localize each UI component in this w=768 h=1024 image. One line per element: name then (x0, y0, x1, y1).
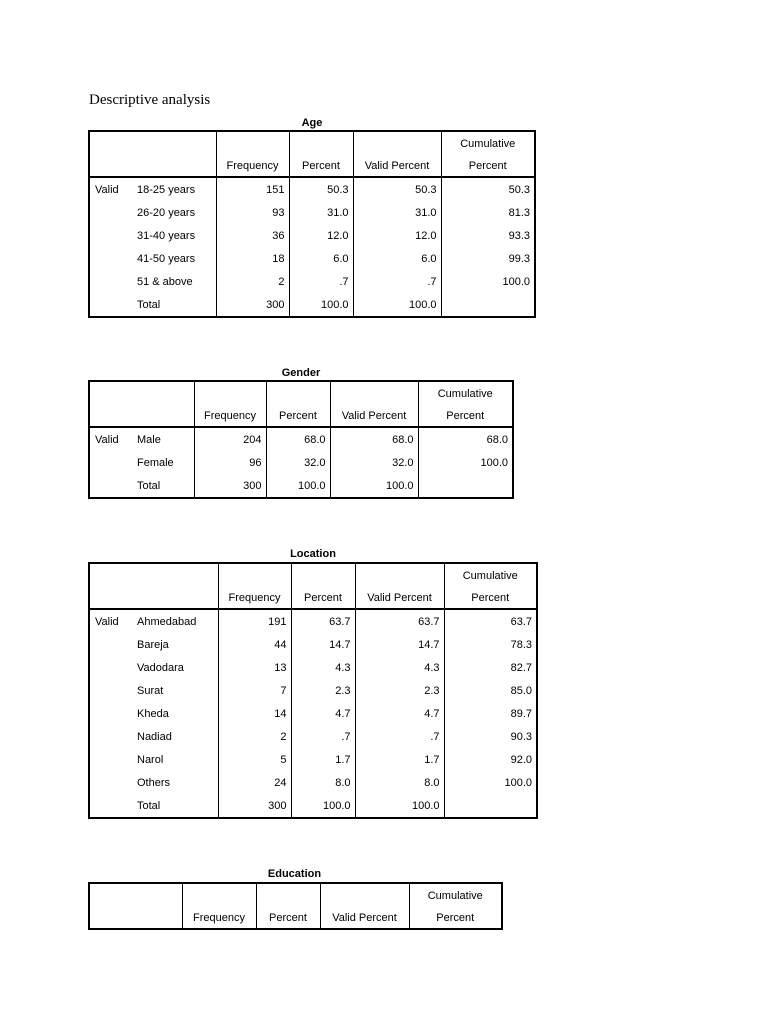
table-row (89, 725, 537, 748)
header-valid-percent: Valid Percent (320, 907, 409, 929)
cumulative-percent-cell (418, 474, 513, 498)
row-group-label (89, 293, 133, 317)
frequency-cell: 300 (216, 293, 289, 317)
frequency-cell: 204 (194, 427, 266, 451)
header-empty-cell (330, 381, 418, 405)
row-group-label (89, 748, 133, 771)
valid-percent-cell: 50.3 (353, 177, 441, 201)
valid-percent-cell: 14.7 (355, 633, 444, 656)
row-label: 18-25 years (137, 183, 196, 196)
row-group-label (89, 725, 133, 748)
header-empty-cell (289, 131, 353, 155)
table-row (89, 794, 537, 818)
row-label: Total (137, 298, 161, 311)
row-label: Surat (137, 684, 164, 697)
row-group-label (89, 201, 133, 224)
cumulative-percent-cell: 68.0 (418, 427, 513, 451)
header-percent: Percent (256, 907, 320, 929)
location-table-title: Location (290, 548, 336, 560)
percent-cell: 1.7 (291, 748, 355, 771)
valid-percent-cell: 4.7 (355, 702, 444, 725)
percent-cell: 100.0 (291, 794, 355, 818)
percent-cell: 100.0 (266, 474, 330, 498)
header-cumulative-percent: Percent (444, 587, 537, 609)
row-label: 31-40 years (137, 229, 196, 242)
percent-cell: 2.3 (291, 679, 355, 702)
row-label: Vadodara (137, 661, 184, 674)
row-group-label (89, 633, 133, 656)
frequency-cell: 151 (216, 177, 289, 201)
header-percent: Percent (291, 587, 355, 609)
row-group-label (89, 679, 133, 702)
header-cumulative: Cumulative (444, 563, 537, 587)
table-row (89, 427, 513, 451)
frequency-cell: 2 (218, 725, 291, 748)
valid-percent-cell: 100.0 (330, 474, 418, 498)
table-row (89, 451, 513, 474)
header-cumulative: Cumulative (418, 381, 513, 405)
header-corner-cell (89, 405, 194, 427)
percent-cell: 14.7 (291, 633, 355, 656)
percent-cell: 68.0 (266, 427, 330, 451)
table-row (89, 224, 535, 247)
location-frequency-table (88, 562, 538, 819)
percent-cell: 63.7 (291, 609, 355, 633)
valid-percent-cell: 32.0 (330, 451, 418, 474)
header-empty-cell (320, 883, 409, 907)
row-group-label: Valid (95, 433, 119, 446)
header-empty-cell (291, 563, 355, 587)
row-label: Total (137, 799, 161, 812)
percent-cell: 8.0 (291, 771, 355, 794)
header-cumulative: Cumulative (441, 131, 535, 155)
table-row (89, 293, 535, 317)
header-corner-cell (89, 131, 216, 155)
percent-cell: 31.0 (289, 201, 353, 224)
header-empty-cell (182, 883, 256, 907)
header-empty-cell (266, 381, 330, 405)
table-row (89, 633, 537, 656)
header-corner-cell (89, 155, 216, 177)
header-empty-cell (218, 563, 291, 587)
table-row (89, 474, 513, 498)
frequency-cell: 36 (216, 224, 289, 247)
cumulative-percent-cell: 90.3 (444, 725, 537, 748)
valid-percent-cell: 4.3 (355, 656, 444, 679)
percent-cell: 6.0 (289, 247, 353, 270)
table-row (89, 270, 535, 293)
table-row (89, 748, 537, 771)
frequency-cell: 300 (194, 474, 266, 498)
valid-percent-cell: 1.7 (355, 748, 444, 771)
education-table-title: Education (267, 868, 322, 880)
cumulative-percent-cell: 100.0 (444, 771, 537, 794)
frequency-cell: 44 (218, 633, 291, 656)
cumulative-percent-cell: 81.3 (441, 201, 535, 224)
valid-percent-cell: 31.0 (353, 201, 441, 224)
row-group-label (89, 224, 133, 247)
frequency-cell: 24 (218, 771, 291, 794)
table-row (89, 679, 537, 702)
frequency-cell: 13 (218, 656, 291, 679)
header-empty-cell (353, 131, 441, 155)
header-corner-cell (89, 381, 194, 405)
row-label: Kheda (137, 707, 169, 720)
row-group-label (89, 474, 133, 498)
frequency-cell: 96 (194, 451, 266, 474)
row-label: 41-50 years (137, 252, 196, 265)
valid-percent-cell: 63.7 (355, 609, 444, 633)
header-valid-percent: Valid Percent (355, 587, 444, 609)
header-cumulative-percent: Percent (418, 405, 513, 427)
age-frequency-table (88, 130, 536, 318)
frequency-cell: 14 (218, 702, 291, 725)
cumulative-percent-cell: 78.3 (444, 633, 537, 656)
header-empty-cell (194, 381, 266, 405)
age-table-title: Age (301, 117, 323, 129)
header-valid-percent: Valid Percent (353, 155, 441, 177)
percent-cell: 50.3 (289, 177, 353, 201)
cumulative-percent-cell: 100.0 (441, 270, 535, 293)
row-label: 26-20 years (137, 206, 196, 219)
valid-percent-cell: .7 (353, 270, 441, 293)
row-group-label (89, 771, 133, 794)
row-label: Ahmedabad (137, 615, 197, 628)
header-frequency: Frequency (182, 907, 256, 929)
frequency-cell: 5 (218, 748, 291, 771)
row-label: Bareja (137, 638, 169, 651)
valid-percent-cell: 100.0 (355, 794, 444, 818)
frequency-cell: 2 (216, 270, 289, 293)
row-group-label (89, 656, 133, 679)
header-empty-cell (216, 131, 289, 155)
frequency-cell: 93 (216, 201, 289, 224)
header-percent: Percent (289, 155, 353, 177)
education-frequency-table (88, 882, 503, 930)
frequency-cell: 18 (216, 247, 289, 270)
header-corner-cell (89, 883, 182, 907)
header-valid-percent: Valid Percent (330, 405, 418, 427)
page-heading: Descriptive analysis (89, 92, 211, 108)
gender-frequency-table (88, 380, 514, 499)
frequency-cell: 7 (218, 679, 291, 702)
table-row (89, 609, 537, 633)
row-group-label: Valid (95, 183, 119, 196)
percent-cell: 4.3 (291, 656, 355, 679)
cumulative-percent-cell (444, 794, 537, 818)
header-corner-cell (89, 907, 182, 929)
valid-percent-cell: 2.3 (355, 679, 444, 702)
table-row (89, 771, 537, 794)
valid-percent-cell: 6.0 (353, 247, 441, 270)
valid-percent-cell: 68.0 (330, 427, 418, 451)
table-row (89, 247, 535, 270)
row-group-label (89, 270, 133, 293)
percent-cell: .7 (291, 725, 355, 748)
percent-cell: 32.0 (266, 451, 330, 474)
gender-table-title: Gender (281, 367, 321, 379)
percent-cell: .7 (289, 270, 353, 293)
row-label: Nadiad (137, 730, 172, 743)
header-percent: Percent (266, 405, 330, 427)
row-label: Narol (137, 753, 164, 766)
row-group-label (89, 247, 133, 270)
cumulative-percent-cell (441, 293, 535, 317)
row-group-label (89, 702, 133, 725)
cumulative-percent-cell: 92.0 (444, 748, 537, 771)
frequency-cell: 300 (218, 794, 291, 818)
row-group-label: Valid (95, 615, 119, 628)
row-group-label (89, 794, 133, 818)
valid-percent-cell: 8.0 (355, 771, 444, 794)
cumulative-percent-cell: 63.7 (444, 609, 537, 633)
valid-percent-cell: 100.0 (353, 293, 441, 317)
table-row (89, 177, 535, 201)
cumulative-percent-cell: 50.3 (441, 177, 535, 201)
header-cumulative: Cumulative (409, 883, 502, 907)
row-label: 51 & above (137, 275, 193, 288)
table-row (89, 656, 537, 679)
header-corner-cell (89, 563, 218, 587)
cumulative-percent-cell: 99.3 (441, 247, 535, 270)
header-frequency: Frequency (218, 587, 291, 609)
valid-percent-cell: 12.0 (353, 224, 441, 247)
percent-cell: 100.0 (289, 293, 353, 317)
row-label: Female (137, 456, 174, 469)
header-empty-cell (256, 883, 320, 907)
row-label: Male (137, 433, 161, 446)
frequency-cell: 191 (218, 609, 291, 633)
percent-cell: 12.0 (289, 224, 353, 247)
header-cumulative-percent: Percent (441, 155, 535, 177)
table-row (89, 702, 537, 725)
row-group-label (89, 451, 133, 474)
cumulative-percent-cell: 85.0 (444, 679, 537, 702)
row-label: Total (137, 479, 161, 492)
table-row (89, 201, 535, 224)
cumulative-percent-cell: 93.3 (441, 224, 535, 247)
header-frequency: Frequency (216, 155, 289, 177)
cumulative-percent-cell: 100.0 (418, 451, 513, 474)
cumulative-percent-cell: 89.7 (444, 702, 537, 725)
valid-percent-cell: .7 (355, 725, 444, 748)
header-cumulative-percent: Percent (409, 907, 502, 929)
header-frequency: Frequency (194, 405, 266, 427)
header-corner-cell (89, 587, 218, 609)
row-label: Others (137, 776, 171, 789)
header-empty-cell (355, 563, 444, 587)
cumulative-percent-cell: 82.7 (444, 656, 537, 679)
percent-cell: 4.7 (291, 702, 355, 725)
